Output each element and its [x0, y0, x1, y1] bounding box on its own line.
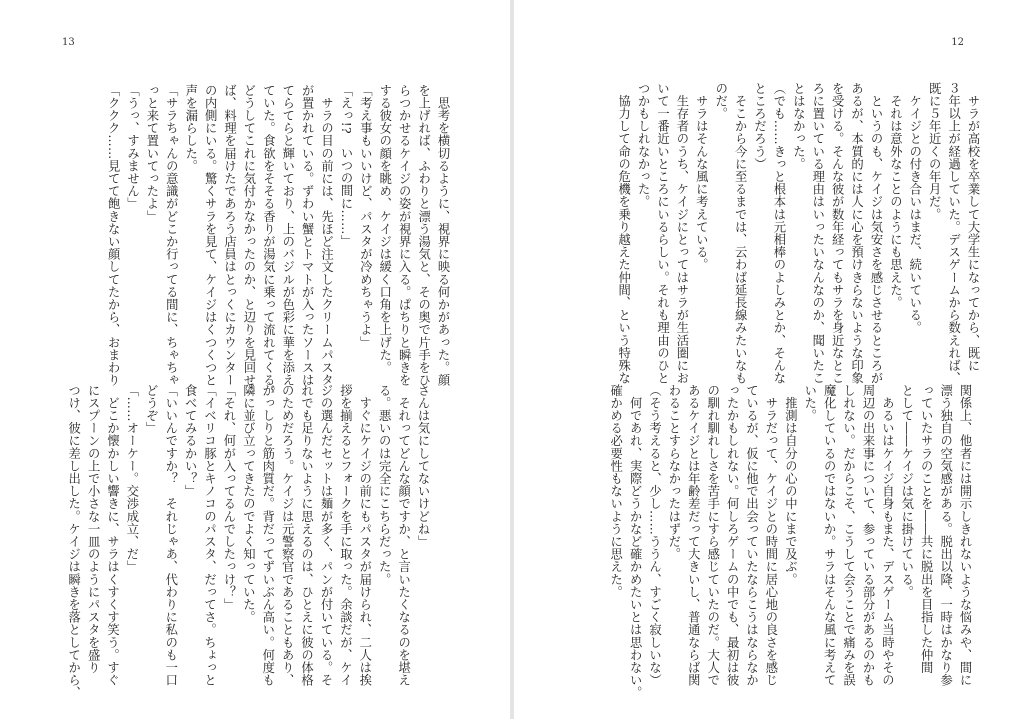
text-column: どうぞ」 [144, 384, 159, 435]
text-column: っと来て置いてったよ」 [144, 84, 159, 223]
text-column: いて一番近いところにいるらしい。それも理由のひと [655, 82, 670, 385]
text-column: 「考え事もいいけど、パスタが冷めちゃうよ」 [358, 84, 373, 349]
text-column: 「いいんですか？ それじゃあ、代わりに私のも一口 [163, 384, 178, 687]
text-column: とはなかった。 [791, 82, 806, 171]
text-column: 協力して命の危機を乗り越えた仲間、という特殊な [616, 82, 631, 385]
text-column: あるケイジとは年齢差だって大きいし、普通ならば関 [686, 384, 701, 687]
text-block-top [613, 82, 982, 384]
text-column: のためだろう。ケイジは元警察官であることもあり、 [280, 384, 295, 687]
text-column: つけ、彼に差し出した。ケイジは瞬きを落としてから、 [66, 384, 81, 699]
text-column: いた。 [802, 384, 817, 422]
text-column: それってどんな顔ですか、と言いたくなるのを堪え [396, 384, 411, 687]
text-column: サラだって、ケイジとの時間に居心地の良さを感じ [763, 384, 778, 687]
text-column: すぐにケイジの前にもパスタが届けられ、二人は挨 [357, 384, 372, 687]
text-column: のだ。 [713, 82, 728, 120]
left-page [0, 0, 510, 719]
text-column: ジの選んだセットは麺が多く、パンが付いている。そ [318, 384, 333, 687]
page-number: 12 [951, 37, 964, 48]
text-column: 「ククク……見てて飽きない顔してたから、おまわり [106, 84, 121, 387]
text-column: どうしてこれに気付かなかったのか、と辺りを見回せ [241, 84, 256, 387]
text-column: どこか懐かしい響きに、サラはくすくす笑う。すぐ [105, 384, 120, 687]
text-column: ろに置いている理由はいったいなんなのか、聞いたこ [810, 82, 825, 385]
text-column: が置かれている。ずわい蟹とトマトが入ったソースは [300, 84, 315, 387]
text-column: 何であれ、実際どうかなど確かめたいとは思わない。 [628, 384, 643, 699]
text-column: 「……オーケー。交渉成立、だ」 [124, 384, 139, 573]
text-column: を受ける。そんな彼が数年経ってもサラを身近なとこ [830, 82, 845, 385]
text-column: ３年以上が経過していた。デスゲームから数えれば、 [946, 82, 961, 385]
text-block-bottom [63, 384, 432, 699]
text-column: 確かめる必要性もないように思えた。 [608, 384, 623, 599]
text-column: サラはそんな風に考えている。 [694, 82, 709, 271]
text-column: ていた。食欲をそそる香りが湯気に乗って流れてくる。 [261, 84, 276, 399]
text-column: サラの目の前には、先ほど注文したクリームパスタ [319, 84, 334, 387]
text-column: あるいはケイジ自身もまた、デスゲーム当時やその [880, 384, 895, 687]
text-column: 「イベリコ豚とキノコのパスタ、だってさ。ちょっと [202, 384, 217, 687]
text-column: しれない。だからこそ、こうして会うことで痛みを誤 [841, 384, 856, 687]
text-column: 魔化しているのではないか。サラはそんな風に考えて [822, 384, 837, 687]
text-column: る。悪いのは完全にこちらだった。 [377, 384, 392, 586]
right-page [514, 0, 1024, 719]
text-column: わることすらなかったはずだ。 [666, 384, 681, 561]
text-column: （でも……きっと根本は元相棒のよしみとか、そんな [771, 82, 786, 385]
text-column: てらてらと輝いており、上のバジルが色彩に華を添え [280, 84, 295, 387]
text-column: 「それ、何が入ってるんでしたっけ？」 [221, 384, 236, 611]
text-column: ったかもしれない。何しろゲームの中でも、最初は彼 [725, 384, 740, 687]
text-column: つかもしれなかった。 [636, 82, 651, 208]
text-column: ところだろう） [752, 82, 767, 171]
text-column: の内側にいる。驚くサラを見て、ケイジはくつくつと [203, 84, 218, 387]
text-column: 食べてみるかい？」 [183, 384, 198, 498]
text-column: ケイジとの付き合いはまだ、続いている。 [907, 82, 922, 334]
text-column: 「えっ!? いつの間に……」 [338, 84, 353, 248]
text-block-bottom [605, 384, 974, 699]
text-block-top [103, 84, 452, 399]
text-column: 拶を揃えるとフォークを手に取った。余談だが、ケイ [338, 384, 353, 687]
text-column: 周辺の出来事について、参っている部分があるのかも [860, 384, 875, 687]
text-column: 推測は自分の心の中にまで及ぶ。 [783, 384, 798, 586]
text-column: というのも、ケイジは気安さを感じさせるところが [868, 82, 883, 385]
text-column: ているが、仮に他で出会っていたならこうはならなか [744, 384, 759, 687]
text-column: 関係上、他者には開示しきれないような悩みや、間に [958, 384, 972, 687]
text-column: っていたサラのことを――共に脱出を目指した仲間 [919, 384, 934, 674]
text-column: 生存者のうち、ケイジにとってはサラが生活圏にお [674, 82, 689, 385]
text-column: 「うっ、すみません」 [125, 84, 140, 210]
text-column: さんは気にしてないけどね」 [416, 384, 430, 548]
text-column: 既に５年近くの年月だ。 [927, 82, 942, 221]
text-column: がっしりと筋肉質だ。背だってずいぶん高い。何度も [260, 384, 275, 687]
text-column: あるが、本質的には人に心を預けきらないような印象 [849, 82, 864, 385]
text-column: （そう考えると、少し……ううん、すごく寂しいな） [647, 384, 662, 687]
text-column: を上げれば、ふわりと漂う湯気と、その奥で片手をひ [416, 84, 431, 387]
text-column: 声を漏らした。 [183, 84, 198, 173]
text-column: らつかせるケイジの姿が視界に入る。ぱちりと瞬きを [397, 84, 412, 387]
text-column: サラが高校を卒業して大学生になってから、既に [966, 82, 980, 372]
text-column: にスプーンの上で小さな一皿のようにパスタを盛り [86, 384, 101, 674]
page-number: 13 [62, 37, 75, 48]
text-column: それは意外なことのようにも思えた。 [888, 82, 903, 309]
text-column: の馴れ馴れしさを苦手にすら感じていたのだ。大人で [705, 384, 720, 687]
text-column: れでも足りないように思えるのは、ひとえに彼の体格 [299, 384, 314, 687]
text-column: ば、料理を届けたであろう店員はとっくにカウンター [222, 84, 237, 387]
text-column: そこから今に至るまでは、云わば延長線みたいなも [733, 82, 748, 385]
text-column: する彼女の顔を眺め、ケイジは緩く口角を上げた。 [377, 84, 392, 374]
text-column: として――ケイジは気に掛けている。 [899, 384, 914, 599]
text-column: 隣に並び立ってきたのでよく知っていた。 [241, 384, 256, 624]
text-column: 漂う独自の空気感がある。脱出以降、一時はかなり参 [938, 384, 953, 687]
text-column: 思考を横切るように、視界に映る何かがあった。顔 [436, 84, 450, 387]
text-column: 「サラちゃんの意識がどこか行ってる間に、ちゃちゃ [164, 84, 179, 387]
